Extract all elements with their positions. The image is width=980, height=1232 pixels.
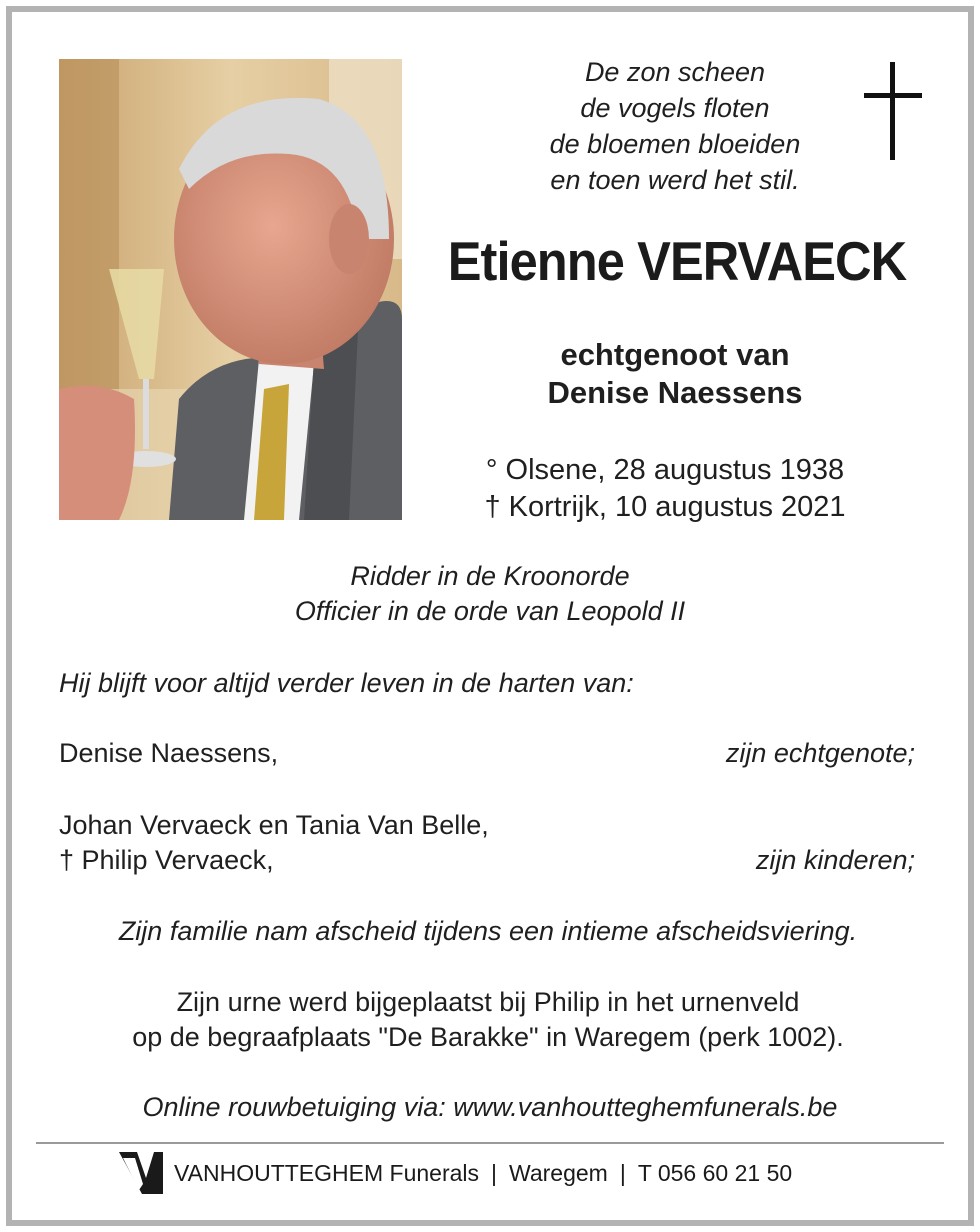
footer [118,1150,792,1196]
honor-line: Ridder in de Kroonorde [350,561,630,591]
life-dates [440,452,890,526]
survivors-intro: Hij blijft voor altijd verder leven in de harten van: [59,668,634,698]
survivor-row-spouse [59,736,915,771]
urn-text [0,985,976,1055]
poem-line: en toen werd het stil. [550,165,800,195]
survivor-spouse-name: Denise Naessens, [59,738,279,768]
survivor-row-children [59,808,915,878]
poem [470,54,880,198]
portrait-photo [59,59,402,520]
company-city: Waregem [509,1159,608,1186]
online-condolence: Online rouwbetuiging via: www.vanhoutteghemfunerals.be [142,1092,838,1122]
urn-line: Zijn urne werd bijgeplaatst bij Philip in het urnenveld [176,987,800,1017]
poem-line: De zon scheen [584,57,766,87]
survivor-children-role: zijn kinderen; [755,845,915,875]
deceased-name: Etienne VERVAECK [447,230,907,292]
honors [0,559,980,629]
footer-separator: | [619,1159,626,1186]
funeral-home-logo-icon [118,1150,164,1196]
survivor-child: † Philip Vervaeck, [59,845,274,875]
poem-line: de bloemen bloeiden [549,129,801,159]
footer-separator: | [491,1159,497,1186]
death-date: † Kortrijk, 10 augustus 2021 [484,491,846,523]
cross-icon [864,62,922,160]
urn-line: op de begraafplaats "De Barakke" in Waregem (perk 1002). [132,1022,844,1052]
survivor-child: Johan Vervaeck en Tania Van Belle, [59,810,489,840]
spouse-name: Denise Naessens [547,375,803,410]
company-name: VANHOUTTEGHEM Funerals [174,1159,480,1186]
poem-line: de vogels floten [580,93,770,123]
honor-line: Officier in de orde van Leopold II [294,596,686,626]
spouse-block [440,336,910,412]
relation-label: echtgenoot van [560,337,790,372]
company-phone: T 056 60 21 50 [637,1159,793,1186]
farewell-text: Zijn familie nam afscheid tijdens een intieme afscheidsviering. [118,916,858,946]
birth-date: ° Olsene, 28 augustus 1938 [485,454,845,486]
footer-divider [36,1142,944,1144]
survivor-spouse-role: zijn echtgenote; [725,738,915,768]
